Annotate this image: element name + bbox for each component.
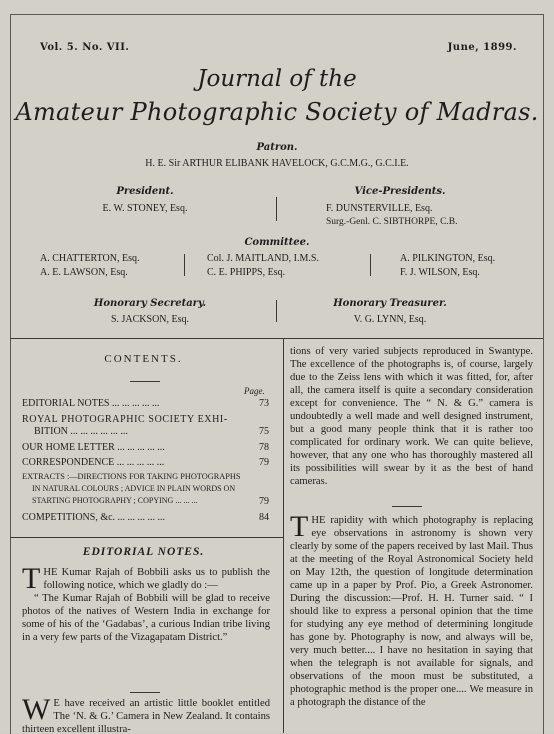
journal-title-line2: Amateur Photographic Society of Madras. [15, 98, 539, 126]
committee-middle-1: Col. J. MAITLAND, I.M.S. [207, 253, 319, 264]
treasurer-name: V. G. LYNN, Esq. [353, 314, 427, 325]
vice-president-1: F. DUNSTERVILLE, Esq. [326, 203, 433, 214]
astronomy-paragraph: THE rapidity with which photography is replacing eye observations in astronomy is shown very clearly by some of the papers received by last Mail. Thus at the meeting of the Royal Astronomical Society held on May 12th, the question of longitude determination came up in a paper by Prof. Pio, a Greek Astronomer. During the discussion:—Prof. H. H. Turner said. “ I should like to express a personal opinion that the time for studying any eye method of determining longitude has gone by. Photography is now, and always will be, very much better.... I have no hesitation in saying that when the telegraph is not available for signals, and observations of the moon must be substituted, a photographic method is the proper one.... We measure in a photograph the distance of the [290, 514, 533, 708]
contents-item[interactable]: EDITORIAL NOTES ... ... ... ... ... 73 [22, 398, 269, 409]
drop-cap: T [22, 566, 41, 595]
short-rule [392, 506, 422, 507]
secretary-heading: Honorary Secretary. [93, 298, 207, 309]
vice-president-2: Surg.-Genl. C. SIBTHORPE, C.B. [326, 217, 458, 227]
bobbili-notice: “ The Kumar Rajah of Bobbili will be glad to receive photos of the natives of Western India in exchange for some of his of the ‘Gadabas’, a curious Indian tribe living in a very few parts of the Vizagapatam District.” [22, 593, 270, 643]
treasurer-heading: Honorary Treasurer. [333, 298, 447, 309]
drop-cap: W [22, 697, 51, 726]
contents-item: IN NATURAL COLOURS ; ADVICE IN PLAIN WORDS ON [32, 484, 236, 493]
camera-booklet-paragraph: tions of very varied subjects reproduced in Swantype. The excellence of the photographs is, of course, largely due to the Zeiss lens with which it was fitted, for, after all, the camera itself is quite a secondary consideration except for convenience. The “ N. & G.” camera is undoubtedly a well made and well designed instrument, but a good many people think that it is rather too complicated for ordinary work. We can quite believe, however, that any one who has thoroughly mastered all its possibilities will swear by it as the best of hand cameras. [290, 346, 533, 487]
contents-item[interactable]: ROYAL PHOTOGRAPHIC SOCIETY EXHI- [22, 414, 228, 425]
contents-list [22, 398, 269, 528]
journal-title-line1: Journal of the [197, 66, 357, 92]
president-name: E. W. STONEY, Esq. [102, 203, 188, 214]
volume-number: Vol. 5. No. VII. [40, 42, 130, 53]
issue-date: June, 1899. [447, 42, 517, 53]
vice-presidents-heading: Vice-Presidents. [354, 186, 446, 197]
editorial-heading: EDITORIAL NOTES. [82, 546, 205, 558]
patron-name: H. E. Sir ARTHUR ELIBANK HAVELOCK, G.C.M.G., G.C.I.E. [145, 158, 409, 169]
contents-item[interactable]: CORRESPONDENCE ... ... ... ... ... 79 [22, 457, 269, 468]
editorial-paragraph-1: THE Kumar Rajah of Bobbili asks us to publish the following notice, which we gladly do :— “ The Kumar Rajah of Bobbili will be glad to receive photos of the natives of Western India in exchange for some of his of the ‘Gadabas’, a curious Indian tribe living in a very few parts of the Vizagapatam District.” [22, 566, 270, 643]
page-label: Page. [244, 386, 265, 396]
section-rule [10, 338, 543, 339]
committee-right-1: A. PILKINGTON, Esq. [400, 253, 496, 264]
contents-item[interactable]: OUR HOME LETTER ... ... ... ... ... 78 [22, 442, 269, 453]
contents-heading: CONTENTS. [104, 353, 183, 365]
contents-item[interactable]: EXTRACTS :—DIRECTIONS FOR TAKING PHOTOGRAPHS [22, 472, 241, 481]
committee-right-2: F. J. WILSON, Esq. [400, 267, 480, 278]
committee-heading: Committee. [244, 237, 310, 248]
section-rule [10, 537, 284, 538]
editorial-paragraph-2: W E have received an artistic little booklet entitled The ‘N. & G.’ Camera in New Zealand. It contains thirteen excellent illustra- [22, 697, 270, 733]
column-rule [283, 338, 284, 733]
contents-item[interactable]: COMPETITIONS, &c. ... ... ... ... ... 84 [22, 512, 269, 523]
short-rule [130, 692, 160, 693]
committee-middle-2: C. E. PHIPPS, Esq. [207, 267, 286, 278]
committee-left-1: A. CHATTERTON, Esq. [40, 253, 140, 264]
drop-cap: T [290, 514, 309, 543]
short-rule [130, 381, 160, 382]
patron-heading: Patron. [256, 142, 298, 153]
committee-left-2: A. E. LAWSON, Esq. [40, 267, 128, 278]
divider [370, 254, 371, 276]
divider [276, 197, 277, 221]
divider [184, 254, 185, 276]
president-heading: President. [116, 186, 174, 197]
divider [276, 300, 277, 322]
contents-item[interactable]: BITION ... ... ... ... ... ... 75 [34, 426, 269, 437]
contents-item: STARTING PHOTOGRAPHY ; COPYING ... ... ... 79 [32, 496, 269, 507]
secretary-name: S. JACKSON, Esq. [110, 314, 190, 325]
